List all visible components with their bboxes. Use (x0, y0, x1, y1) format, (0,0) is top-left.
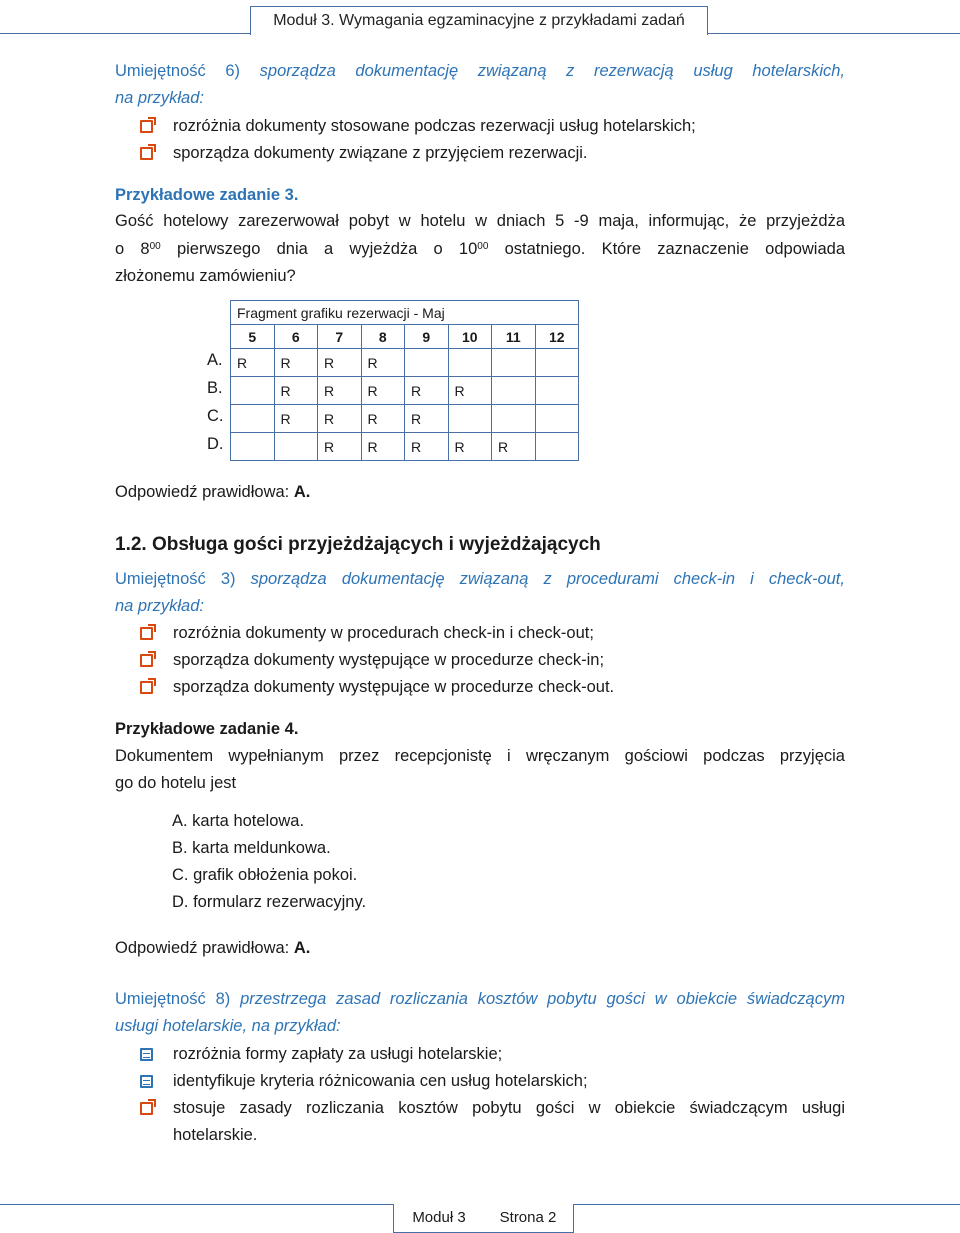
mark-cell (448, 349, 492, 377)
checkbox-bullet-icon (140, 681, 153, 694)
task4-title: Przykładowe zadanie 4. (115, 720, 299, 738)
mark-cell: R (274, 405, 318, 433)
day-cell: 9 (405, 325, 449, 349)
table-row-b (231, 377, 579, 405)
mark-cell: R (318, 349, 362, 377)
mark-cell (535, 377, 579, 405)
reservation-table (230, 300, 579, 461)
mark-cell: R (448, 377, 492, 405)
bullet-text: sporządza dokumenty występujące w procedurze check-out. (173, 678, 615, 696)
day-cell: 7 (318, 325, 362, 349)
header-title: Moduł 3. Wymagania egzaminacyjne z przykładami zadań (250, 6, 708, 35)
day-cell: 5 (231, 325, 275, 349)
table-row-c (231, 405, 579, 433)
skill3-text: sporządza dokumentację związaną z procedurami check-in i check-out, (250, 570, 845, 588)
bullet-text: identyfikuje kryteria różnicowania cen usług hotelarskich; (173, 1072, 588, 1090)
option-c: C. grafik obłożenia pokoi. (172, 866, 358, 884)
mark-cell (274, 433, 318, 461)
mark-cell: R (405, 405, 449, 433)
skill8-text: przestrzega zasad rozliczania kosztów pobytu gości w obiekcie świadczącym (240, 990, 845, 1008)
mark-cell (535, 349, 579, 377)
mark-cell: R (361, 377, 405, 405)
row-label-d: D. (207, 435, 224, 453)
mark-cell: R (448, 433, 492, 461)
bullet-text: hotelarskie. (173, 1126, 258, 1144)
task3-sup1: 00 (149, 241, 161, 252)
bullet-text: rozróżnia dokumenty stosowane podczas rezerwacji usług hotelarskich; (173, 117, 696, 135)
task3-line2 (115, 236, 845, 263)
option-a: A. karta hotelowa. (172, 812, 305, 830)
mark-cell: R (405, 377, 449, 405)
skill6-prefix: Umiejętność 6) (115, 62, 241, 80)
task4-line2: go do hotelu jest (115, 774, 237, 792)
skill8-heading (115, 986, 845, 1013)
checkbox-bullet-icon (140, 1075, 153, 1088)
mark-cell (448, 405, 492, 433)
row-label-b: B. (207, 379, 223, 397)
mark-cell (231, 433, 275, 461)
day-cell: 11 (492, 325, 536, 349)
mark-cell (405, 349, 449, 377)
bullet-text: rozróżnia formy zapłaty za usługi hotelarskie; (173, 1045, 503, 1063)
mark-cell: R (361, 433, 405, 461)
mark-cell: R (318, 377, 362, 405)
skill6-for-example-text: na przykład: (115, 89, 204, 107)
answer-label: Odpowiedź prawidłowa: (115, 939, 290, 957)
answer-value: A. (293, 939, 311, 957)
checkbox-bullet-icon (140, 654, 153, 667)
bullet-text: sporządza dokumenty związane z przyjęciem rezerwacji. (173, 144, 588, 162)
row-label-c: C. (207, 407, 224, 425)
day-cell: 8 (361, 325, 405, 349)
skill3-heading (115, 566, 845, 593)
mark-cell: R (274, 349, 318, 377)
mark-cell: R (318, 433, 362, 461)
task3-line2-c: ostatniego. Które zaznaczenie odpowiada (504, 240, 845, 258)
mark-cell: R (231, 349, 275, 377)
mark-cell (492, 405, 536, 433)
skill6-text: sporządza dokumentację związaną z rezerwacją usług hotelarskich, (259, 62, 846, 80)
option-d: D. formularz rezerwacyjny. (172, 893, 367, 911)
mark-cell (535, 433, 579, 461)
skill8-bullet-3 (140, 1095, 845, 1122)
option-b: B. karta meldunkowa. (172, 839, 331, 857)
mark-cell: R (318, 405, 362, 433)
footer-module: Moduł 3 (393, 1204, 485, 1233)
mark-cell: R (361, 349, 405, 377)
mark-cell: R (274, 377, 318, 405)
task3-line1: Gość hotelowy zarezerwował pobyt w hotelu w dniach 5 -9 maja, informując, że przyjeżdża (115, 212, 845, 230)
mark-cell (492, 377, 536, 405)
skill8-prefix: Umiejętność 8) (115, 990, 231, 1008)
checkbox-bullet-icon (140, 627, 153, 640)
mark-cell: R (405, 433, 449, 461)
skill8-line2-text: usługi hotelarskie, na przykład: (115, 1017, 341, 1035)
section-title: 1.2. Obsługa gości przyjeżdżających i wyjeżdżających (115, 534, 601, 555)
day-cell: 10 (448, 325, 492, 349)
bullet-text: rozróżnia dokumenty w procedurach check-in i check-out; (173, 624, 594, 642)
footer-page: Strona 2 (483, 1204, 574, 1233)
task4-answer (115, 935, 845, 962)
skill3-prefix: Umiejętność 3) (115, 570, 236, 588)
mark-cell (231, 377, 275, 405)
mark-cell (492, 349, 536, 377)
mark-cell (231, 405, 275, 433)
answer-value: A. (293, 483, 311, 501)
checkbox-bullet-icon (140, 1048, 153, 1061)
row-label-a: A. (207, 351, 223, 369)
mark-cell: R (492, 433, 536, 461)
skill3-for-example (115, 593, 845, 620)
task3-line2-b: pierwszego dnia a wyjeżdża o 10 (176, 240, 478, 258)
task3-sup2: 00 (477, 241, 489, 252)
mark-cell (535, 405, 579, 433)
skill3-for-example-text: na przykład: (115, 597, 204, 615)
task4-line1: Dokumentem wypełnianym przez recepcjonistę i wręczanym gościowi podczas przyjęcia (115, 747, 845, 765)
skill6-heading (115, 58, 845, 85)
task3-line2-a: o 8 (115, 240, 150, 258)
table-caption: Fragment grafiku rezerwacji - Maj (231, 301, 579, 325)
table-row-d (231, 433, 579, 461)
checkbox-bullet-icon (140, 147, 153, 160)
task3-title: Przykładowe zadanie 3. (115, 186, 299, 204)
day-cell: 6 (274, 325, 318, 349)
skill6-for-example (115, 85, 845, 112)
bullet-text: sporządza dokumenty występujące w procedurze check-in; (173, 651, 605, 669)
answer-label: Odpowiedź prawidłowa: (115, 483, 290, 501)
skill8-line2 (115, 1013, 845, 1040)
checkbox-bullet-icon (140, 120, 153, 133)
table-days-row (231, 325, 579, 349)
mark-cell: R (361, 405, 405, 433)
table-row-a (231, 349, 579, 377)
task3-line3: złożonemu zamówieniu? (115, 267, 296, 285)
checkbox-bullet-icon (140, 1102, 153, 1115)
day-cell: 12 (535, 325, 579, 349)
task3-answer (115, 479, 845, 506)
bullet-text: stosuje zasady rozliczania kosztów pobytu gości w obiekcie świadczącym usługi (173, 1099, 845, 1117)
